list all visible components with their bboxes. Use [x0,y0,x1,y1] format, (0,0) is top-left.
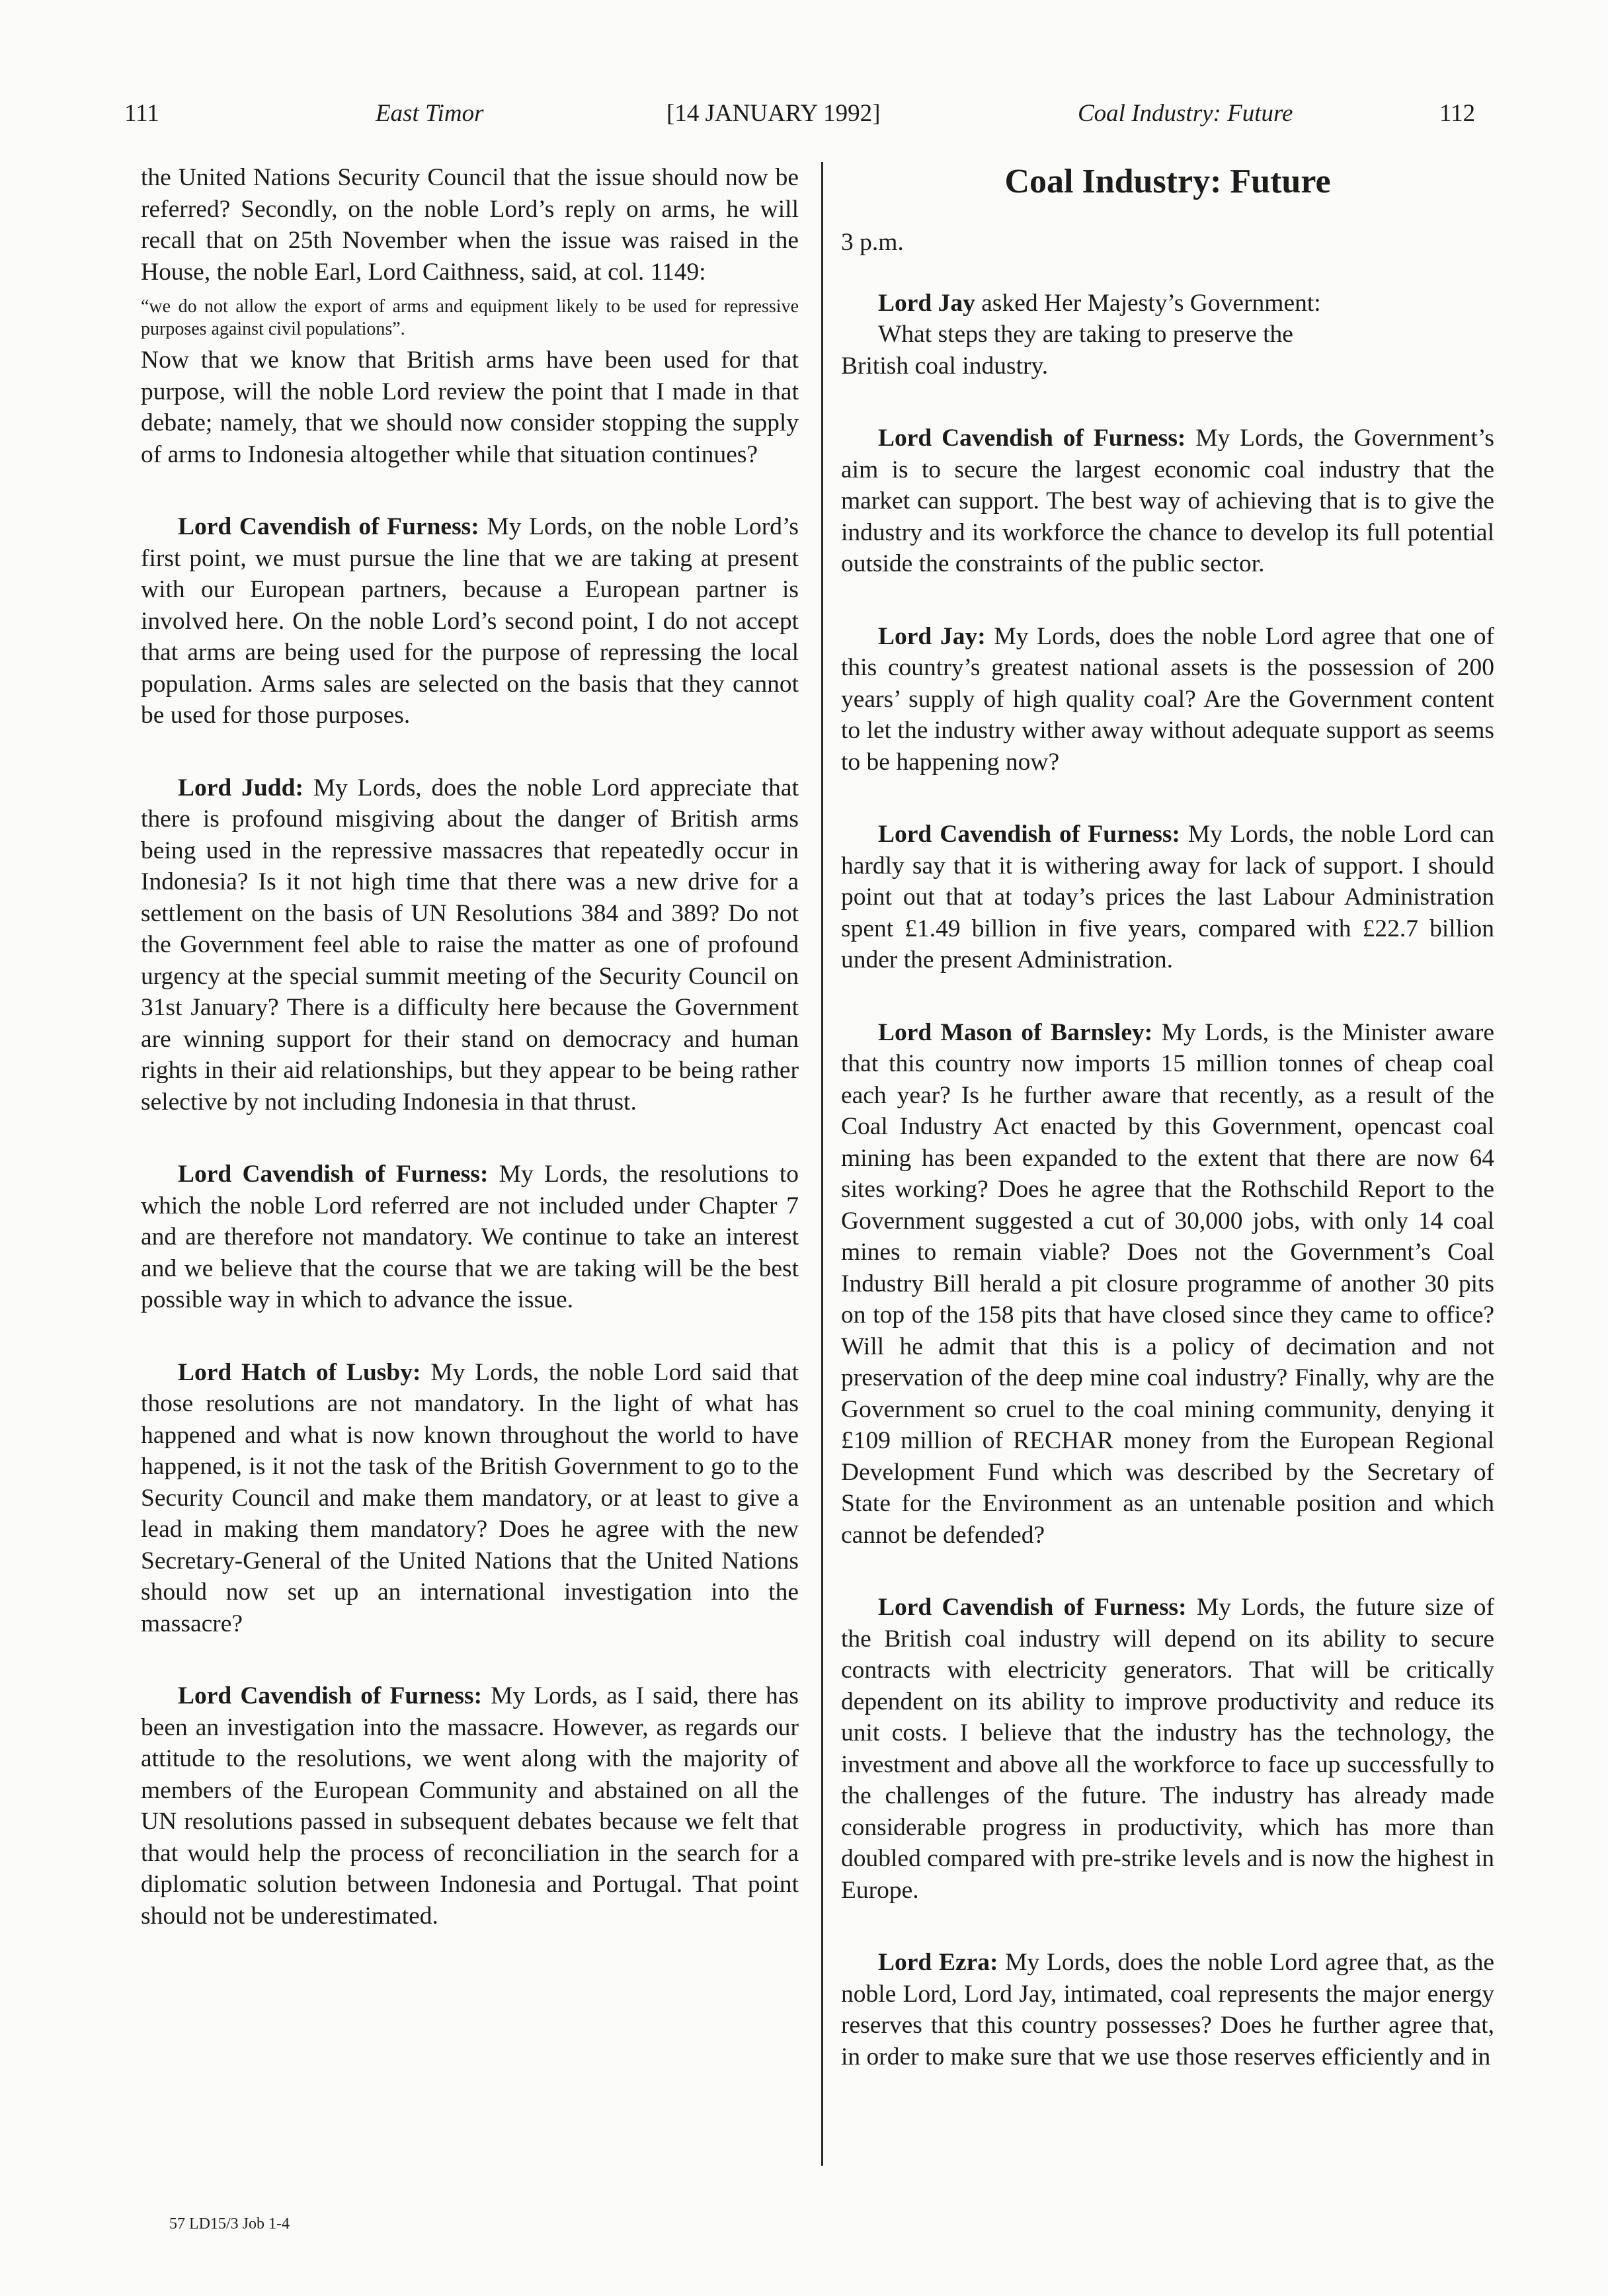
speaker-name: Lord Jay: [878,622,986,650]
question-text: What steps they are taking to preserve the [878,321,1293,348]
speaker-name: Lord Cavendish of Furness: [178,1161,489,1188]
question-text: British coal industry. [841,352,1049,380]
speech-text: My Lords, the resolutions to which the noble Lord referred are not included under Chapter 7 and are therefore not mandatory. We continue to take an interest and we believe that the course that we are taking will be the best possible way in which to advance the issue. [141,1161,799,1313]
speech-paragraph [841,621,1494,778]
left-column [141,162,799,1932]
speaker-name: Lord Cavendish of Furness: [178,1682,483,1709]
speech-text: asked Her Majesty’s Government: [975,289,1321,317]
column-divider [821,162,823,2166]
question-intro [841,288,1494,319]
speaker-name: Lord Ezra: [878,1949,998,1976]
left-page-number: 111 [124,100,159,127]
speech-paragraph [141,511,799,731]
speech-paragraph [141,772,799,1118]
speaker-name: Lord Cavendish of Furness: [878,425,1186,452]
speech-paragraph [841,423,1494,580]
section-title: Coal Industry: Future [1004,163,1331,200]
right-page-number: 112 [1439,100,1476,127]
speech-paragraph [841,1592,1494,1906]
speaker-name: Lord Cavendish of Furness: [878,1594,1187,1621]
speech-text: My Lords, the future size of the British coal industry will depend on its ability to secure contracts with electricity generators. That will be critically dependent on its ability to improve productivity and reduce its unit costs. I believe that the industry has the technology, the investment and above all the workforce to face up successfully to the challenges of the future. The industry has already made considerable progress in productivity, which has more than doubled compared with pre-strike levels and is now the highest in Europe. [841,1594,1494,1904]
paragraph: Now that we know that British arms have been used for that purpose, will the noble Lord review the point that I made in that debate; namely, that we should now consider stopping the supply of arms to Indonesia altogether while that situation continues? [141,347,799,468]
quotation: “we do not allow the export of arms and equipment likely to be used for repressive purposes against civil populations”. [141,296,799,339]
speech-text: My Lords, the Government’s aim is to secure the largest economic coal industry that the market can support. The best way of achieving that is to give the industry and its workforce the chance to develop its full potential outside the constraints of the public sector. [841,425,1494,577]
speech-paragraph [141,1680,799,1932]
paragraph: the United Nations Security Council that the issue should now be referred? Secondly, on the noble Lord’s reply on arms, he will recall that on 25th November when the issue was raised in the House, the noble Earl, Lord Caithness, said, at col. 1149: [141,164,799,286]
speech-paragraph [141,1159,799,1316]
speaker-name: Lord Cavendish of Furness: [878,821,1180,848]
speech-text: My Lords, as I said, there has been an investigation into the massacre. However, as regards our attitude to the resolutions, we went along with the majority of members of the European Community and abstained on all the UN resolutions passed in subsequent debates because we felt that that would help the process of reconciliation in the search for a diplomatic solution between Indonesia and Portugal. That point should not be underestimated. [141,1682,799,1930]
speech-text: My Lords, does the noble Lord agree that, as the noble Lord, Lord Jay, intimated, coal represents the major energy reserves that this country possesses? Does he further agree that, in order to make sure that we use those reserves efficiently and in [841,1949,1494,2070]
speech-text: My Lords, the noble Lord can hardly say that it is withering away for lack of support. I should point out that at today’s prices the last Labour Administration spent £1.49 billion in five years, compared with £22.7 billion under the present Administration. [841,821,1494,973]
speech-text: My Lords, on the noble Lord’s first point, we must pursue the line that we are taking at present with our European partners, because a European partner is involved here. On the noble Lord’s second point, I do not accept that arms are being used for the purpose of repressing the local population. Arms sales are selected on the basis that they cannot be used for those purposes. [141,513,799,729]
header-date: [14 JANUARY 1992] [666,100,881,127]
speaker-name: Lord Judd: [178,774,303,801]
speaker-name: Lord Jay [878,289,975,317]
page-header [0,99,1608,139]
speech-text: My Lords, the noble Lord said that those resolutions are not mandatory. In the light of what has happened and what is now known throughout the world to have happened, is it not the task of the British Government to go to the Security Council and make them mandatory, or at least to give a lead in making them mandatory? Does he agree with the new Secretary-General of the United Nations that the United Nations should now set up an international investigation into the massacre? [141,1358,799,1637]
print-job-footer: 57 LD15/3 Job 1-4 [169,2215,290,2233]
speech-paragraph [841,1017,1494,1551]
speaker-name: Lord Mason of Barnsley: [878,1018,1153,1046]
speech-paragraph [141,1357,799,1640]
time-stamp: 3 p.m. [841,229,904,256]
right-column [841,162,1494,2072]
speech-text: My Lords, does the noble Lord appreciate that there is profound misgiving about the danger of British arms being used in the repressive massacres that repeatedly occur in Indonesia? Is it not high time that there was a new drive for a settlement on the basis of UN Resolutions 384 and 389? Do not the Government feel able to raise the matter as one of profound urgency at the special summit meeting of the Security Council on 31st January? There is a difficulty here because the Government are winning support for their stand on democracy and human rights in their aid relationships, but they appear to be being rather selective by not including Indonesia in that thrust. [141,774,799,1116]
left-running-title: East Timor [376,100,484,127]
speaker-name: Lord Hatch of Lusby: [178,1358,421,1386]
right-running-title: Coal Industry: Future [1078,100,1293,127]
speech-paragraph [841,1947,1494,2072]
speaker-name: Lord Cavendish of Furness: [178,513,479,540]
speech-text: My Lords, does the noble Lord agree that one of this country’s greatest national assets is the possession of 200 years’ supply of high quality coal? Are the Government content to let the industry wither away without adequate support as seems to be happening now? [841,622,1495,776]
speech-paragraph [841,819,1494,976]
speech-text: My Lords, is the Minister aware that this country now imports 15 million tonnes of cheap coal each year? Is he further aware that recently, as a result of the Coal Industry Act enacted by this Government, opencast coal mining has been expanded to the extent that there are now 64 sites working? Does he agree that the Rothschild Report to the Government suggested a cut of 30,000 jobs, with only 14 coal mines to remain viable? Does not the Government’s Coal Industry Bill herald a pit closure programme of another 30 pits on top of the 158 pits that have closed since they came to office? Will he admit that this is a policy of decimation and not preservation of the deep mine coal industry? Finally, why are the Government so cruel to the coal mining community, denying it £109 million of RECHAR money from the European Regional Development Fund which was described by the Secretary of State for the Environment as an untenable position and which cannot be defended? [841,1018,1495,1549]
